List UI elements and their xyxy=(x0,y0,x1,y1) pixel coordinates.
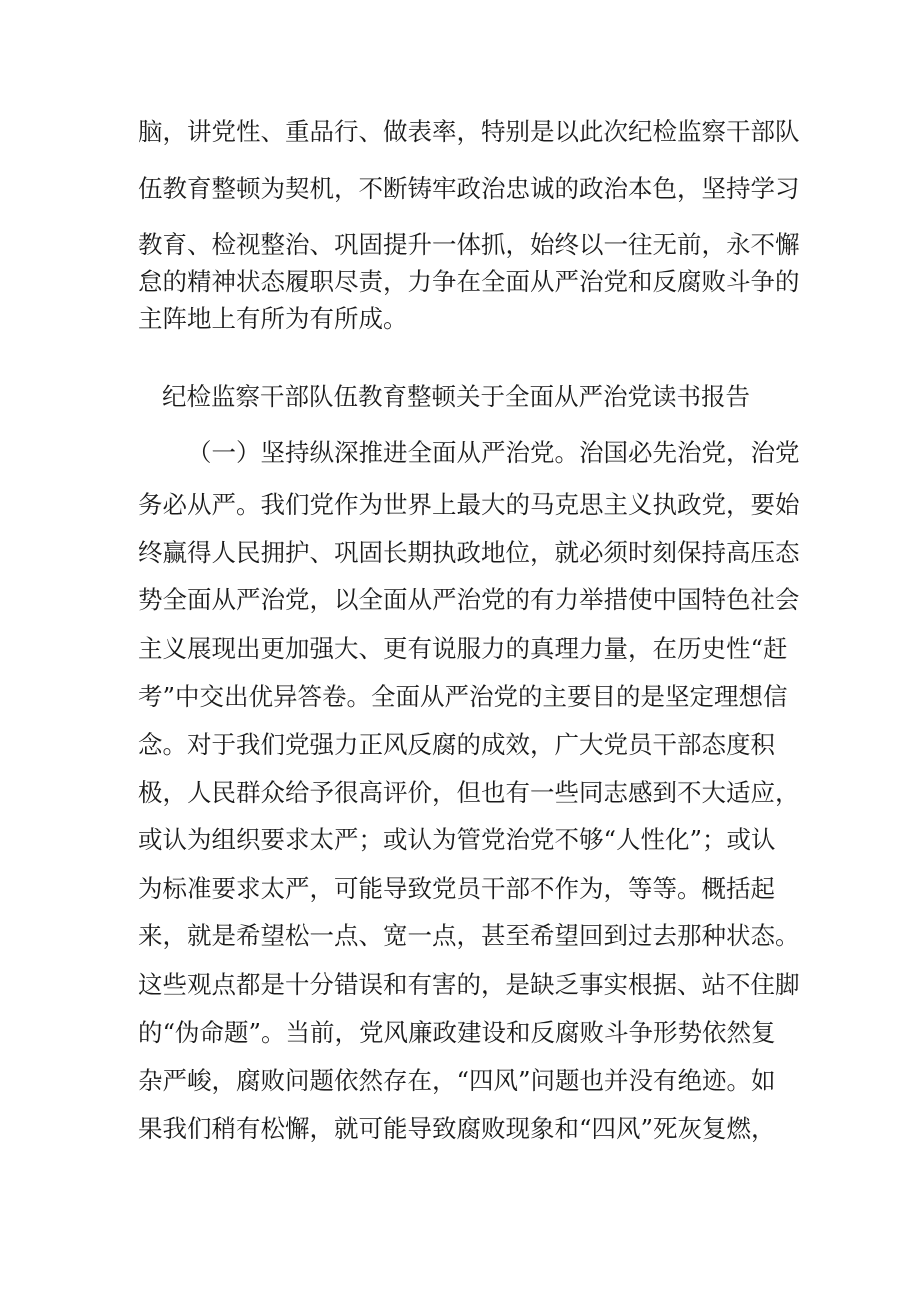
paragraph-2-line-14: 杂严峻，腐败问题依然存在，“四风”问题也并没有绝迹。如 xyxy=(138,1066,776,1095)
paragraph-2-line-9: 或认为组织要求太严；或认为管党治党不够“人性化”；或认 xyxy=(138,825,776,854)
paragraph-2-line-2: 务必从严。我们党作为世界上最大的马克思主义执政党，要始 xyxy=(138,490,800,519)
paragraph-1-line-3: 教育、检视整治、巩固提升一体抓，始终以一往无前，永不懈 xyxy=(138,230,800,259)
paragraph-2-line-8: 极，人民群众给予很高评价，但也有一些同志感到不大适应， xyxy=(138,778,800,807)
paragraph-1-line-2: 伍教育整顿为契机，不断铸牢政治忠诚的政治本色，坚持学习 xyxy=(138,174,800,203)
paragraph-2-line-7: 念。对于我们党强力正风反腐的成效，广大党员干部态度积 xyxy=(138,730,775,759)
paragraph-2-line-4: 势全面从严治党，以全面从严治党的有力举措使中国特色社会 xyxy=(138,585,800,614)
paragraph-2-line-12: 这些观点都是十分错误和有害的，是缺乏事实根据、站不住脚 xyxy=(138,970,800,999)
paragraph-2-line-6: 考”中交出优异答卷。全面从严治党的主要目的是坚定理想信 xyxy=(138,682,788,711)
paragraph-2-line-11: 来，就是希望松一点、宽一点，甚至希望回到过去那种状态。 xyxy=(138,921,800,950)
paragraph-2-line-3: 终赢得人民拥护、巩固长期执政地位，就必须时刻保持高压态 xyxy=(138,538,800,567)
paragraph-1-line-5: 主阵地上有所为有所成。 xyxy=(138,304,408,333)
paragraph-2-line-5: 主义展现出更加强大、更有说服力的真理力量，在历史性“赶 xyxy=(138,634,788,663)
paragraph-2-line-10: 为标准要求太严，可能导致党员干部不作为，等等。概括起 xyxy=(138,874,775,903)
section-heading: 纪检监察干部队伍教育整顿关于全面从严治党读书报告 xyxy=(162,382,750,411)
paragraph-1-line-1: 脑，讲党性、重品行、做表率，特别是以此次纪检监察干部队 xyxy=(138,117,800,146)
paragraph-2-line-15: 果我们稍有松懈，就可能导致腐败现象和“四风”死灰复燃， xyxy=(138,1114,776,1143)
paragraph-2-line-1: （一）坚持纵深推进全面从严治党。治国必先治党，治党 xyxy=(187,438,800,467)
paragraph-1-line-4: 怠的精神状态履职尽责，力争在全面从严治党和反腐败斗争的 xyxy=(138,267,800,296)
paragraph-2-line-13: 的“伪命题”。当前，党风廉政建设和反腐败斗争形势依然复 xyxy=(138,1018,776,1047)
